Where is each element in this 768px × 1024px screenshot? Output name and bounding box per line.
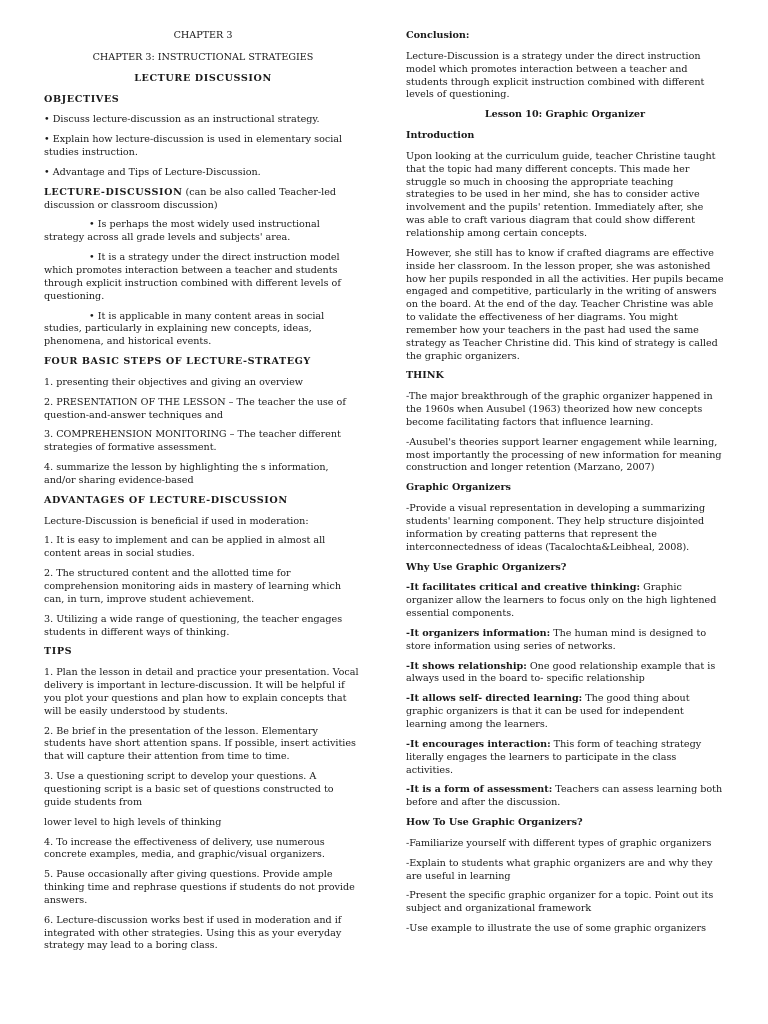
think-paragraph: -Ausubel's theories support learner engagement while learning, most importantly the processing of new information for meaning construction and longer retention (Marzano, 2007) (406, 436, 722, 474)
conclusion-text: Lecture-Discussion is a strategy under the direct instruction model which promotes interaction between a teacher and students through explicit instruction combined with different levels of questioning. (406, 50, 705, 101)
why-item-lead: -It encourages interaction: (406, 738, 551, 750)
why-item-text: The human mind is designed to store information using series of networks. (406, 627, 707, 652)
how-item: -Explain to students what graphic organizers are and why they are useful in learning (406, 857, 713, 882)
chapter-number: CHAPTER 3 (173, 30, 233, 41)
why-item-lead: -It is a form of assessment: (406, 784, 553, 796)
graphic-organizers-text: -Provide a visual representation in developing a summarizing students' learning component. They help structure disjointed information by creating patterns that represent the interconnectedness of ideas (Tacalochta&Leibheal, 2008). (406, 503, 706, 553)
why-item (406, 739, 724, 778)
advantages-intro: Lecture-Discussion is beneficial if used in moderation: (44, 515, 309, 527)
think-heading: THINK (406, 370, 444, 382)
steps-heading: FOUR BASIC STEPS OF LECTURE-STRATEGY (44, 356, 311, 368)
why-item-text: Teachers can assess learning both before and after the discussion. (406, 784, 723, 809)
introduction-paragraph: Upon looking at the curriculum guide, teacher Christine taught that the topic had many different concepts. This made her struggle so much in choosing the appropriate teaching strategies to be used in her mind, she has to consider active involvement and the pupils' retention. Immediately after, she was able to craft various diagram that could show different relationship among certain concepts. (406, 150, 716, 239)
how-to-use-heading: How To Use Graphic Organizers? (406, 817, 583, 829)
advantages-heading: ADVANTAGES OF LECTURE-DISCUSSION (44, 494, 288, 506)
graphic-organizers-heading: Graphic Organizers (406, 482, 511, 494)
why-item-text: One good relationship example that is always used in the board to- specific relationship (406, 660, 716, 685)
why-item-lead: -It allows self- directed learning: (406, 693, 583, 705)
definition-bullet: • It is applicable in many content areas in social studies, particularly in explaining new concepts, ideas, phenomena, and historical events. (44, 310, 325, 348)
how-item: -Use example to illustrate the use of some graphic organizers (406, 923, 707, 935)
step-item: 4. summarize the lesson by highlighting the s information, and/or sharing evidence-based (44, 462, 329, 486)
right-column (406, 30, 724, 943)
why-item-lead: -It facilitates critical and creative thinking: (406, 582, 641, 594)
tip-item: 4. To increase the effectiveness of delivery, use numerous concrete examples, media, and graphic/visual organizers. (44, 836, 325, 861)
why-item-text: This form of teaching strategy literally engages the learners to participate in the class activities. (406, 738, 702, 776)
definition-bullet: • Is perhaps the most widely used instructional strategy across all grade levels and subjects' area. (44, 219, 320, 244)
step-item: 1. presenting their objectives and giving an overview (44, 376, 303, 388)
objective-item: • Advantage and Tips of Lecture-Discussion. (44, 166, 261, 178)
objectives-heading: OBJECTIVES (44, 93, 120, 105)
why-use-heading: Why Use Graphic Organizers? (406, 561, 567, 573)
definition-bullet: • It is a strategy under the direct instruction model which promotes interaction between a teacher and students through explicit instruction combined with different levels of questioning. (44, 252, 341, 302)
how-item: -Present the specific graphic organizer for a topic. Point out its subject and organizational framework (406, 890, 714, 915)
why-item (406, 628, 724, 654)
objective-item: • Discuss lecture-discussion as an instructional strategy. (44, 114, 320, 126)
introduction-paragraph: However, she still has to know if crafted diagrams are effective inside her classroom. In the lesson proper, she was astonished how her pupils responded in all the activities. Her pupils became engaged and competitive, particularly in the writing of answers on the board. At the end of the day. Teacher Christine was able to validate the effectiveness of her diagrams. You might remember how your teachers in the past had used the same strategy as Teacher Christine did. This kind of strategy is called the graphic organizers. (406, 247, 724, 362)
tips-heading: TIPS (44, 646, 73, 658)
tip-item: 5. Pause occasionally after giving questions. Provide ample thinking time and rephrase questions if students do not provide answers. (44, 869, 355, 906)
tip-item: lower level to high levels of thinking (44, 816, 222, 828)
how-item: -Familiarize yourself with different types of graphic organizers (406, 837, 712, 849)
why-item (406, 693, 724, 732)
why-item (406, 661, 724, 687)
objective-item: • Explain how lecture-discussion is used in elementary social studies instruction. (44, 134, 343, 159)
advantage-item: 1. It is easy to implement and can be applied in almost all content areas in social studies. (44, 535, 326, 560)
lecture-title: LECTURE DISCUSSION (134, 72, 272, 84)
why-item (406, 784, 724, 810)
why-item-text: Graphic organizer allow the learners to focus only on the high lightened essential components. (406, 582, 717, 620)
definition-term: LECTURE-DISCUSSION (44, 186, 183, 198)
why-item-text: The good thing about graphic organizers is that it can be used for independent learning among the learners. (406, 693, 690, 730)
think-paragraph: -The major breakthrough of the graphic organizer happened in the 1960s when Ausubel (1963) theorized how new concepts become facilitating factors that influence learning. (406, 391, 713, 428)
definition-paragraph (44, 187, 362, 213)
tip-item: 1. Plan the lesson in detail and practice your presentation. Vocal delivery is important in lecture-discussion. It will be helpful if you plot your questions and plan how to explain concepts that will be easily understood by students. (44, 667, 359, 717)
why-item-lead: -It shows relationship: (406, 660, 527, 672)
tip-item: 6. Lecture-discussion works best if used in moderation and if integrated with other strategies. Using this as your everyday strategy may lead to a boring class. (44, 914, 342, 952)
why-item (406, 582, 724, 621)
lesson-title: Lesson 10: Graphic Organizer (484, 109, 646, 121)
why-item-lead: -It organizers information: (406, 627, 551, 639)
left-column (44, 30, 362, 960)
step-item: 2. PRESENTATION OF THE LESSON – The teacher the use of question-and-answer techniques and (44, 396, 346, 421)
step-item: 3. COMPREHENSION MONITORING – The teacher different strategies of formative assessment. (44, 429, 341, 454)
conclusion-heading: Conclusion: (406, 30, 470, 41)
chapter-title: CHAPTER 3: INSTRUCTIONAL STRATEGIES (92, 51, 314, 63)
definition-rest: (can be also called Teacher-led discussion or classroom discussion) (44, 186, 337, 211)
introduction-heading: Introduction (406, 130, 475, 142)
tip-item: 3. Use a questioning script to develop your questions. A questioning script is a basic set of questions constructed to guide students from (44, 771, 334, 808)
advantage-item: 2. The structured content and the allotted time for comprehension monitoring aids in mastery of learning which can, in turn, improve student achievement. (44, 568, 342, 605)
advantage-item: 3. Utilizing a wide range of questioning, the teacher engages students in different ways of thinking. (44, 613, 343, 638)
tip-item: 2. Be brief in the presentation of the lesson. Elementary students have short attention spans. If possible, insert activities that will capture their attention from time to time. (44, 725, 356, 763)
